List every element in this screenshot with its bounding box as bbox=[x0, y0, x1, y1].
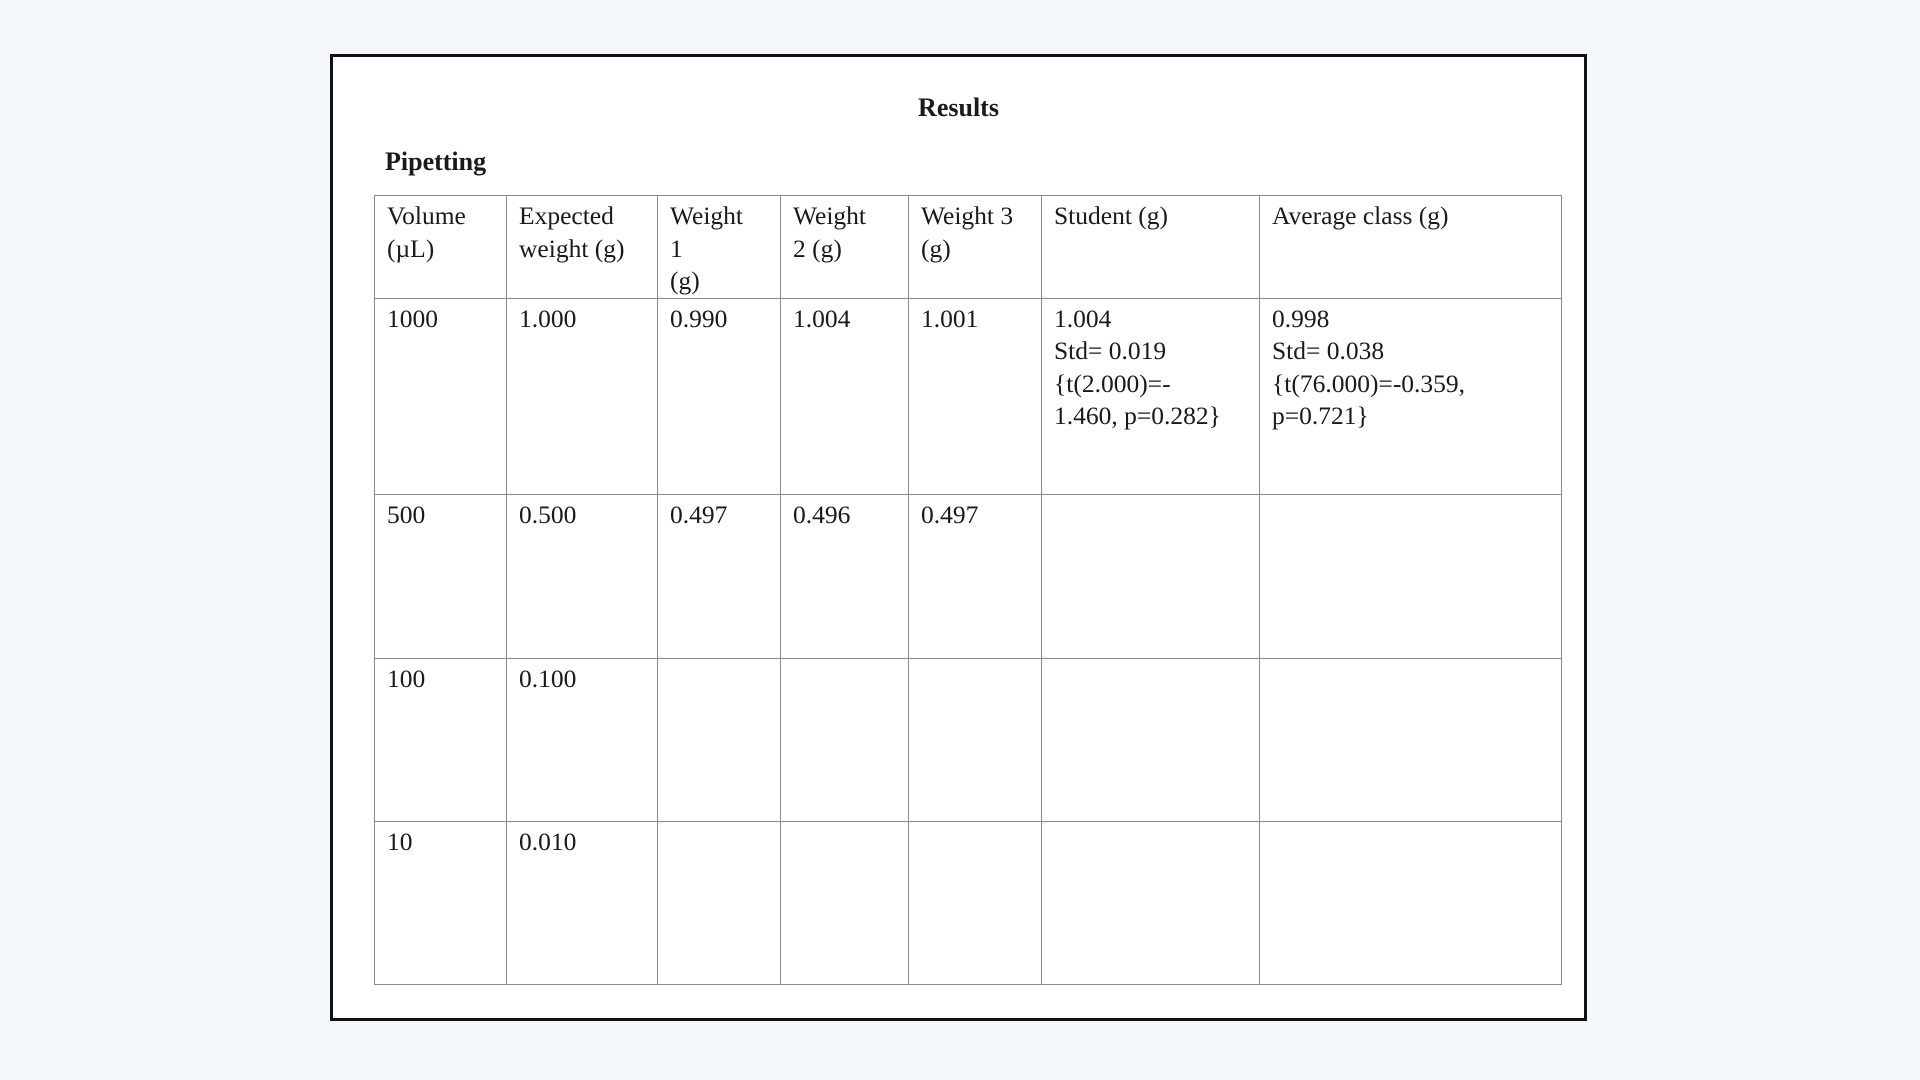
cell-weight-2 bbox=[781, 821, 909, 984]
cell-weight-2: 1.004 bbox=[781, 298, 909, 494]
cell-weight-1 bbox=[658, 658, 781, 821]
cell-weight-1: 0.497 bbox=[658, 494, 781, 658]
page-title: Results bbox=[918, 93, 999, 122]
header-expected-weight: Expected weight (g) bbox=[507, 196, 658, 299]
header-weight-2: Weight 2 (g) bbox=[781, 196, 909, 299]
table-header-row bbox=[375, 196, 1562, 299]
header-student: Student (g) bbox=[1042, 196, 1260, 299]
cell-weight-3: 0.497 bbox=[909, 494, 1042, 658]
cell-weight-2: 0.496 bbox=[781, 494, 909, 658]
cell-expected-weight: 0.100 bbox=[507, 658, 658, 821]
cell-expected-weight: 0.010 bbox=[507, 821, 658, 984]
table-row bbox=[375, 658, 1562, 821]
cell-volume: 10 bbox=[375, 821, 507, 984]
cell-weight-1 bbox=[658, 821, 781, 984]
cell-average-class bbox=[1260, 821, 1562, 984]
section-title: Pipetting bbox=[385, 147, 487, 176]
results-table bbox=[374, 195, 1562, 985]
table-row bbox=[375, 821, 1562, 984]
cell-student bbox=[1042, 494, 1260, 658]
table-row bbox=[375, 494, 1562, 658]
cell-expected-weight: 0.500 bbox=[507, 494, 658, 658]
cell-weight-1: 0.990 bbox=[658, 298, 781, 494]
header-weight-3: Weight 3 (g) bbox=[909, 196, 1042, 299]
cell-volume: 100 bbox=[375, 658, 507, 821]
cell-average-class bbox=[1260, 658, 1562, 821]
cell-weight-3 bbox=[909, 658, 1042, 821]
cell-average-class bbox=[1260, 494, 1562, 658]
cell-student: 1.004 Std= 0.019 {t(2.000)=- 1.460, p=0.282} bbox=[1042, 298, 1260, 494]
cell-weight-3: 1.001 bbox=[909, 298, 1042, 494]
cell-volume: 1000 bbox=[375, 298, 507, 494]
header-average-class: Average class (g) bbox=[1260, 196, 1562, 299]
cell-weight-3 bbox=[909, 821, 1042, 984]
cell-volume: 500 bbox=[375, 494, 507, 658]
header-volume: Volume (µL) bbox=[375, 196, 507, 299]
cell-expected-weight: 1.000 bbox=[507, 298, 658, 494]
cell-student bbox=[1042, 821, 1260, 984]
document-page bbox=[330, 54, 1587, 1021]
cell-weight-2 bbox=[781, 658, 909, 821]
header-weight-1: Weight 1 (g) bbox=[658, 196, 781, 299]
table-row bbox=[375, 298, 1562, 494]
cell-average-class: 0.998 Std= 0.038 {t(76.000)=-0.359, p=0.721} bbox=[1260, 298, 1562, 494]
cell-student bbox=[1042, 658, 1260, 821]
